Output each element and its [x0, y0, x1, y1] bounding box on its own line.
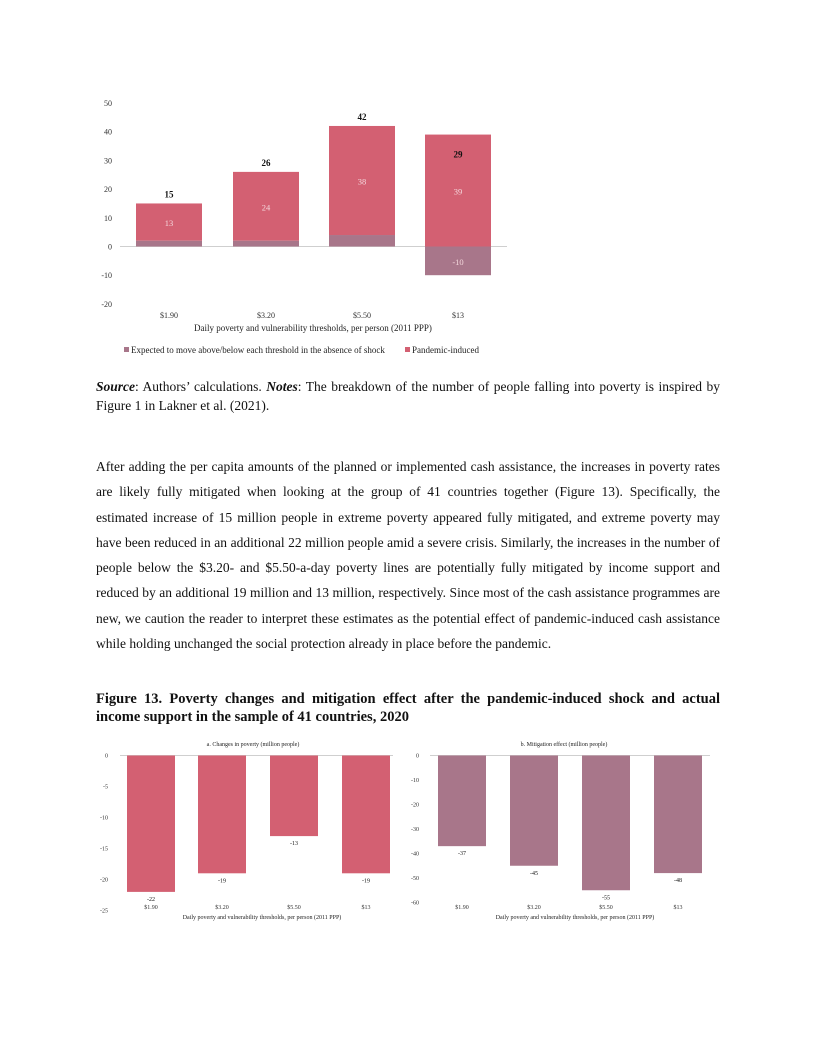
legend-swatch-pandemic [405, 347, 410, 352]
bar-expected [233, 241, 299, 247]
total-label: 42 [357, 111, 367, 122]
y-tick-label: -10 [100, 815, 108, 822]
x-tick-label: $5.50 [353, 311, 371, 320]
legend-label-pandemic: Pandemic-induced [412, 345, 479, 355]
bar [582, 756, 630, 891]
x-axis-label: Daily poverty and vulnerability thresholds, per person (2011 PPP) [495, 915, 655, 921]
y-tick-label: -40 [411, 851, 419, 858]
data-label-pandemic: 39 [453, 186, 463, 197]
notes-text: : The breakdown of the number of people falling into poverty is inspired by Figure 1 in Lakner et al. (2021). [96, 379, 720, 413]
y-tick-label: 50 [104, 99, 112, 108]
y-tick-label: 0 [108, 242, 112, 252]
total-label: 29 [453, 149, 463, 160]
y-tick-label: -15 [100, 846, 108, 853]
value-label: -37 [458, 851, 466, 858]
value-label: -19 [362, 878, 370, 885]
x-axis-label: Daily poverty and vulnerability thresholds, per person (2011 PPP) [194, 323, 432, 333]
data-label-pandemic: 38 [357, 176, 367, 187]
y-tick-label: -60 [411, 900, 419, 907]
total-label: 26 [261, 157, 271, 168]
y-tick-label: 0 [416, 753, 419, 760]
value-label: -13 [290, 841, 298, 848]
source-text: : Authors’ calculations. [135, 379, 267, 394]
data-label-pandemic: 13 [164, 218, 174, 229]
x-tick-label: $5.50 [599, 905, 613, 911]
y-tick-label: -10 [411, 778, 419, 784]
x-axis-label: Daily poverty and vulnerability thresholds, per person (2011 PPP) [182, 915, 342, 921]
legend [124, 345, 479, 355]
panel-a-title: a. Changes in poverty (million people) [206, 742, 300, 748]
x-tick-label: $3.20 [215, 905, 229, 911]
figure-13-title: Figure 13. Poverty changes and mitigation effect after the pandemic-induced shock and actual income support in the sample of 41 countries, 2020 [96, 691, 720, 725]
value-label: -45 [530, 870, 538, 877]
notes-label: Notes [266, 379, 298, 394]
value-label: -48 [674, 878, 682, 885]
y-tick-label: 40 [104, 127, 112, 137]
stacked-bar-chart [0, 0, 816, 370]
x-tick-label: $13 [452, 311, 464, 320]
bar [510, 756, 558, 866]
value-label: -55 [602, 895, 610, 902]
y-tick-label: -30 [411, 827, 419, 833]
y-tick-label: -5 [103, 784, 108, 791]
bar [438, 756, 486, 847]
y-tick-label: -25 [100, 908, 108, 915]
y-tick-label: -20 [411, 802, 419, 809]
bar-expected [329, 235, 395, 246]
source-note [96, 377, 720, 415]
y-tick-label: -20 [100, 877, 108, 884]
x-tick-label: $5.50 [287, 905, 301, 911]
value-label: -22 [147, 896, 155, 903]
bar-expected [136, 241, 202, 247]
y-tick-label: -10 [101, 271, 112, 281]
x-tick-label: $13 [673, 905, 683, 911]
y-tick-label: 20 [104, 185, 112, 195]
bar [654, 756, 702, 874]
mitigation-effect-chart [0, 730, 816, 930]
body-paragraph: After adding the per capita amounts of the planned or implemented cash assistance, the increases in poverty rates are likely fully mitigated when looking at the group of 41 countries together (Figure 13). Specifically, the estimated increase of 15 million people in extreme poverty appeared fully mitigated, and extreme poverty may have been reduced in an additional 22 million people amid a severe crisis. Similarly, the increases in the number of people below the $3.20- and $5.50-a-day poverty lines are potentially fully mitigated by income support and reduced by an additional 19 million and 13 million, respectively. Since most of the cash assistance programmes are new, we caution the reader to interpret these estimates as the potential effect of pandemic-induced cash assistance while holding unchanged the social protection already in place before the pandemic. [96, 459, 720, 652]
value-label: -19 [218, 878, 226, 885]
total-label: 15 [164, 189, 174, 200]
data-label-expected: -10 [452, 256, 464, 267]
x-tick-label: $1.90 [144, 905, 158, 911]
y-tick-label: -50 [411, 876, 419, 882]
x-tick-label: $3.20 [257, 311, 275, 320]
x-tick-label: $13 [361, 905, 371, 911]
x-tick-label: $1.90 [160, 311, 178, 320]
y-tick-label: 0 [105, 753, 108, 760]
panel-b-title: b. Mitigation effect (million people) [520, 742, 608, 748]
x-tick-label: $1.90 [455, 905, 469, 911]
source-label: Source [96, 379, 136, 394]
y-tick-label: -20 [101, 299, 112, 309]
legend-swatch-expected [124, 347, 129, 352]
x-tick-label: $3.20 [527, 905, 541, 911]
y-tick-label: 10 [104, 213, 112, 223]
legend-label-expected: Expected to move above/below each threshold in the absence of shock [131, 345, 385, 355]
y-tick-label: 30 [104, 156, 112, 166]
data-label-pandemic: 24 [261, 202, 271, 213]
